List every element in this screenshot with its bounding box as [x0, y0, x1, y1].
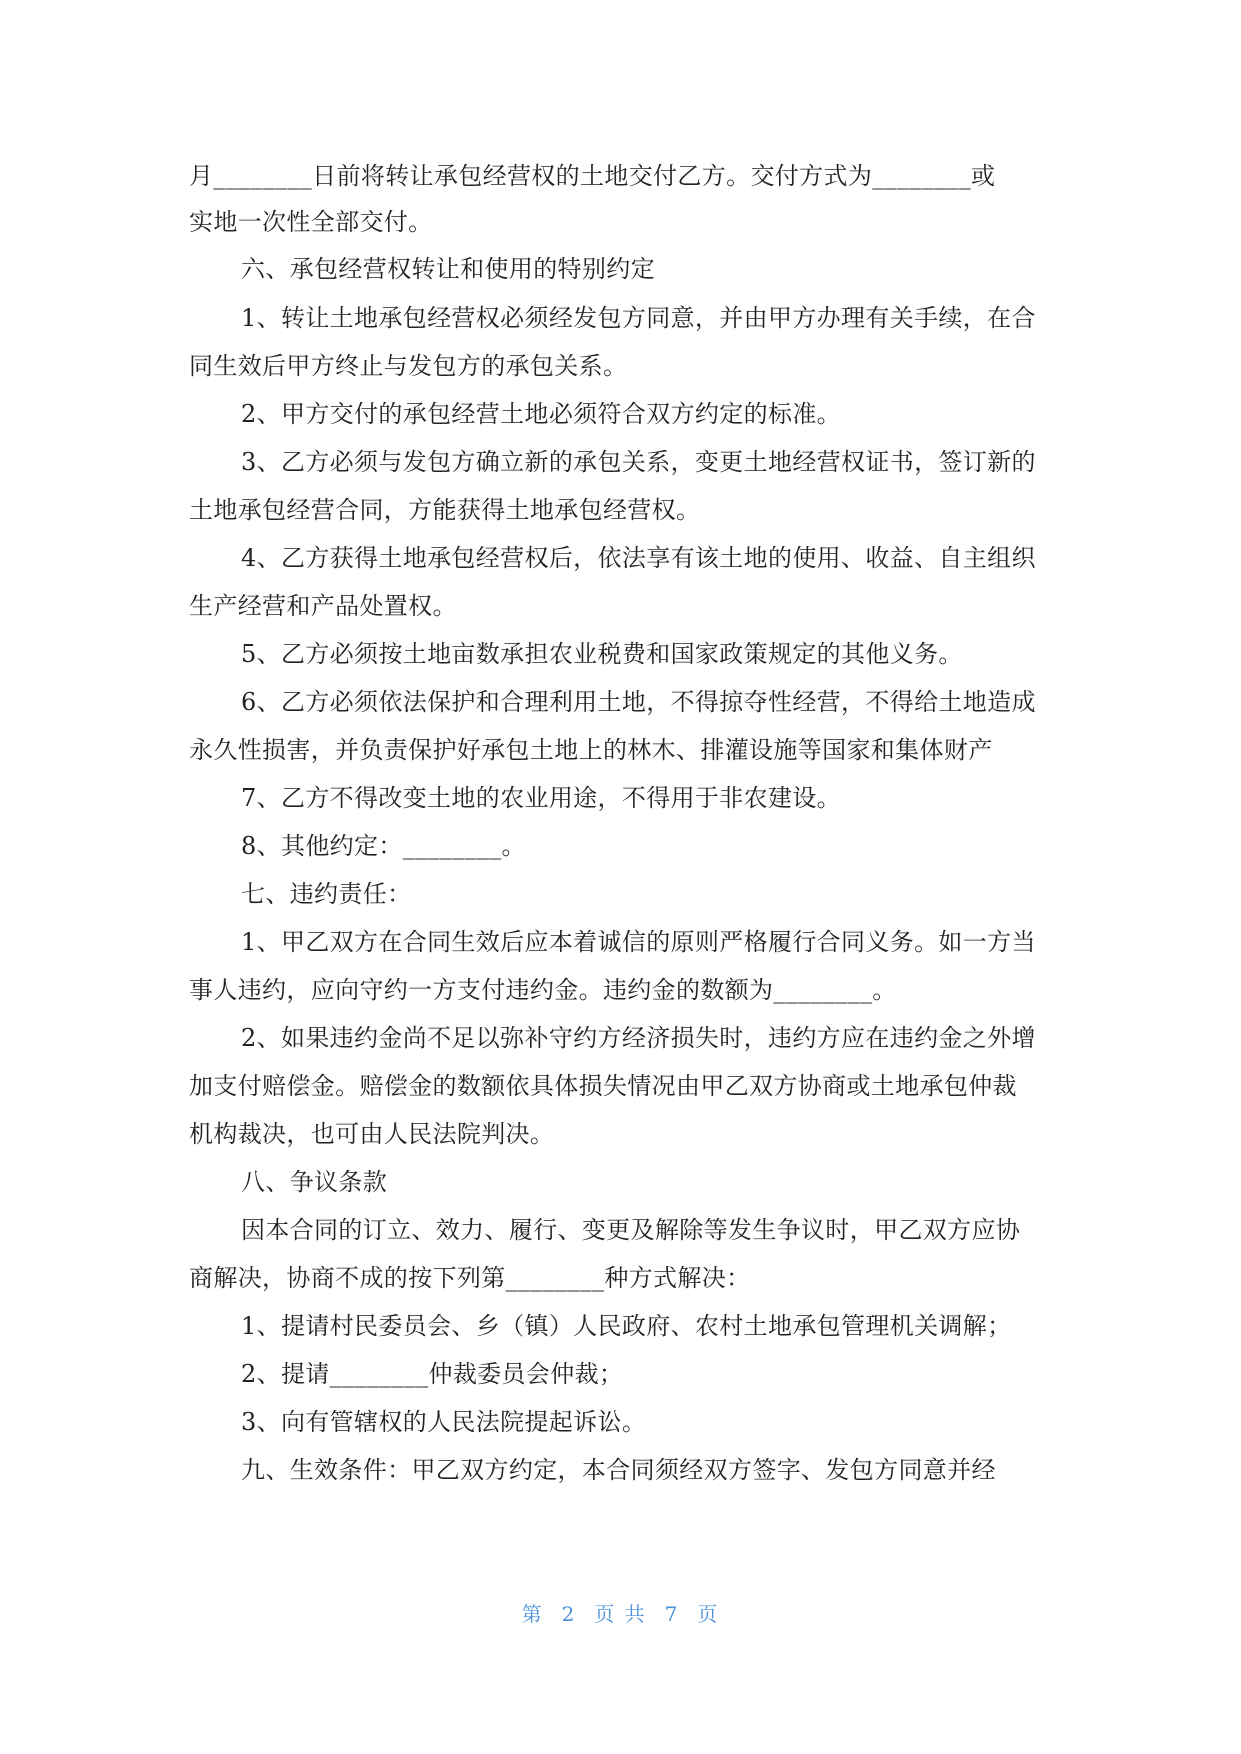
footer-label-ye-gong: 页 共 [594, 1602, 647, 1626]
page-footer [0, 1600, 1241, 1628]
text-line: 1、甲乙双方在合同生效后应本着诚信的原则严格履行合同义务。如一方当 [241, 928, 1036, 956]
text-line: 2、甲方交付的承包经营土地必须符合双方约定的标准。 [241, 400, 842, 428]
text-line: 1、转让土地承包经营权必须经发包方同意，并由甲方办理有关手续，在合 [241, 304, 1036, 332]
text-line: 5、乙方必须按土地亩数承担农业税费和国家政策规定的其他义务。 [241, 640, 963, 668]
text-line: 8、其他约定：________。 [241, 832, 526, 860]
text-line: 6、乙方必须依法保护和合理利用土地，不得掠夺性经营，不得给土地造成 [241, 688, 1036, 716]
section-heading: 七、违约责任： [241, 880, 412, 908]
footer-label-di: 第 [521, 1602, 544, 1626]
text-line: 生产经营和产品处置权。 [189, 592, 457, 620]
text-line: 机构裁决，也可由人民法院判决。 [189, 1120, 555, 1148]
footer-label-ye: 页 [697, 1602, 720, 1626]
text-line: 商解决，协商不成的按下列第________种方式解决： [189, 1264, 751, 1292]
text-line: 4、乙方获得土地承包经营权后，依法享有该土地的使用、收益、自主组织 [241, 544, 1036, 572]
text-line: 永久性损害，并负责保护好承包土地上的林木、排灌设施等国家和集体财产 [189, 736, 993, 764]
text-line: 3、向有管辖权的人民法院提起诉讼。 [241, 1408, 647, 1436]
section-heading: 六、承包经营权转让和使用的特别约定 [241, 255, 655, 283]
section-heading: 九、生效条件：甲乙双方约定，本合同须经双方签字、发包方同意并经 [241, 1456, 996, 1484]
text-line: 土地承包经营合同，方能获得土地承包经营权。 [189, 496, 701, 524]
text-line: 同生效后甲方终止与发包方的承包关系。 [189, 352, 628, 380]
text-line: 1、提请村民委员会、乡（镇）人民政府、农村土地承包管理机关调解； [241, 1312, 1012, 1340]
text-line: 月________日前将转让承包经营权的土地交付乙方。交付方式为________或 [189, 162, 996, 190]
current-page-number: 2 [561, 1602, 577, 1626]
text-line: 事人违约，应向守约一方支付违约金。违约金的数额为________。 [189, 976, 897, 1004]
text-line: 加支付赔偿金。赔偿金的数额依具体损失情况由甲乙双方协商或土地承包仲裁 [189, 1072, 1017, 1100]
total-pages-number: 7 [664, 1602, 680, 1626]
text-line: 2、提请________仲裁委员会仲裁； [241, 1360, 624, 1388]
text-line: 3、乙方必须与发包方确立新的承包关系，变更土地经营权证书，签订新的 [241, 448, 1036, 476]
text-line: 因本合同的订立、效力、履行、变更及解除等发生争议时，甲乙双方应协 [241, 1216, 1021, 1244]
text-line: 2、如果违约金尚不足以弥补守约方经济损失时，违约方应在违约金之外增 [241, 1024, 1036, 1052]
text-line: 实地一次性全部交付。 [189, 208, 433, 236]
text-line: 7、乙方不得改变土地的农业用途，不得用于非农建设。 [241, 784, 842, 812]
section-heading: 八、争议条款 [241, 1168, 388, 1196]
